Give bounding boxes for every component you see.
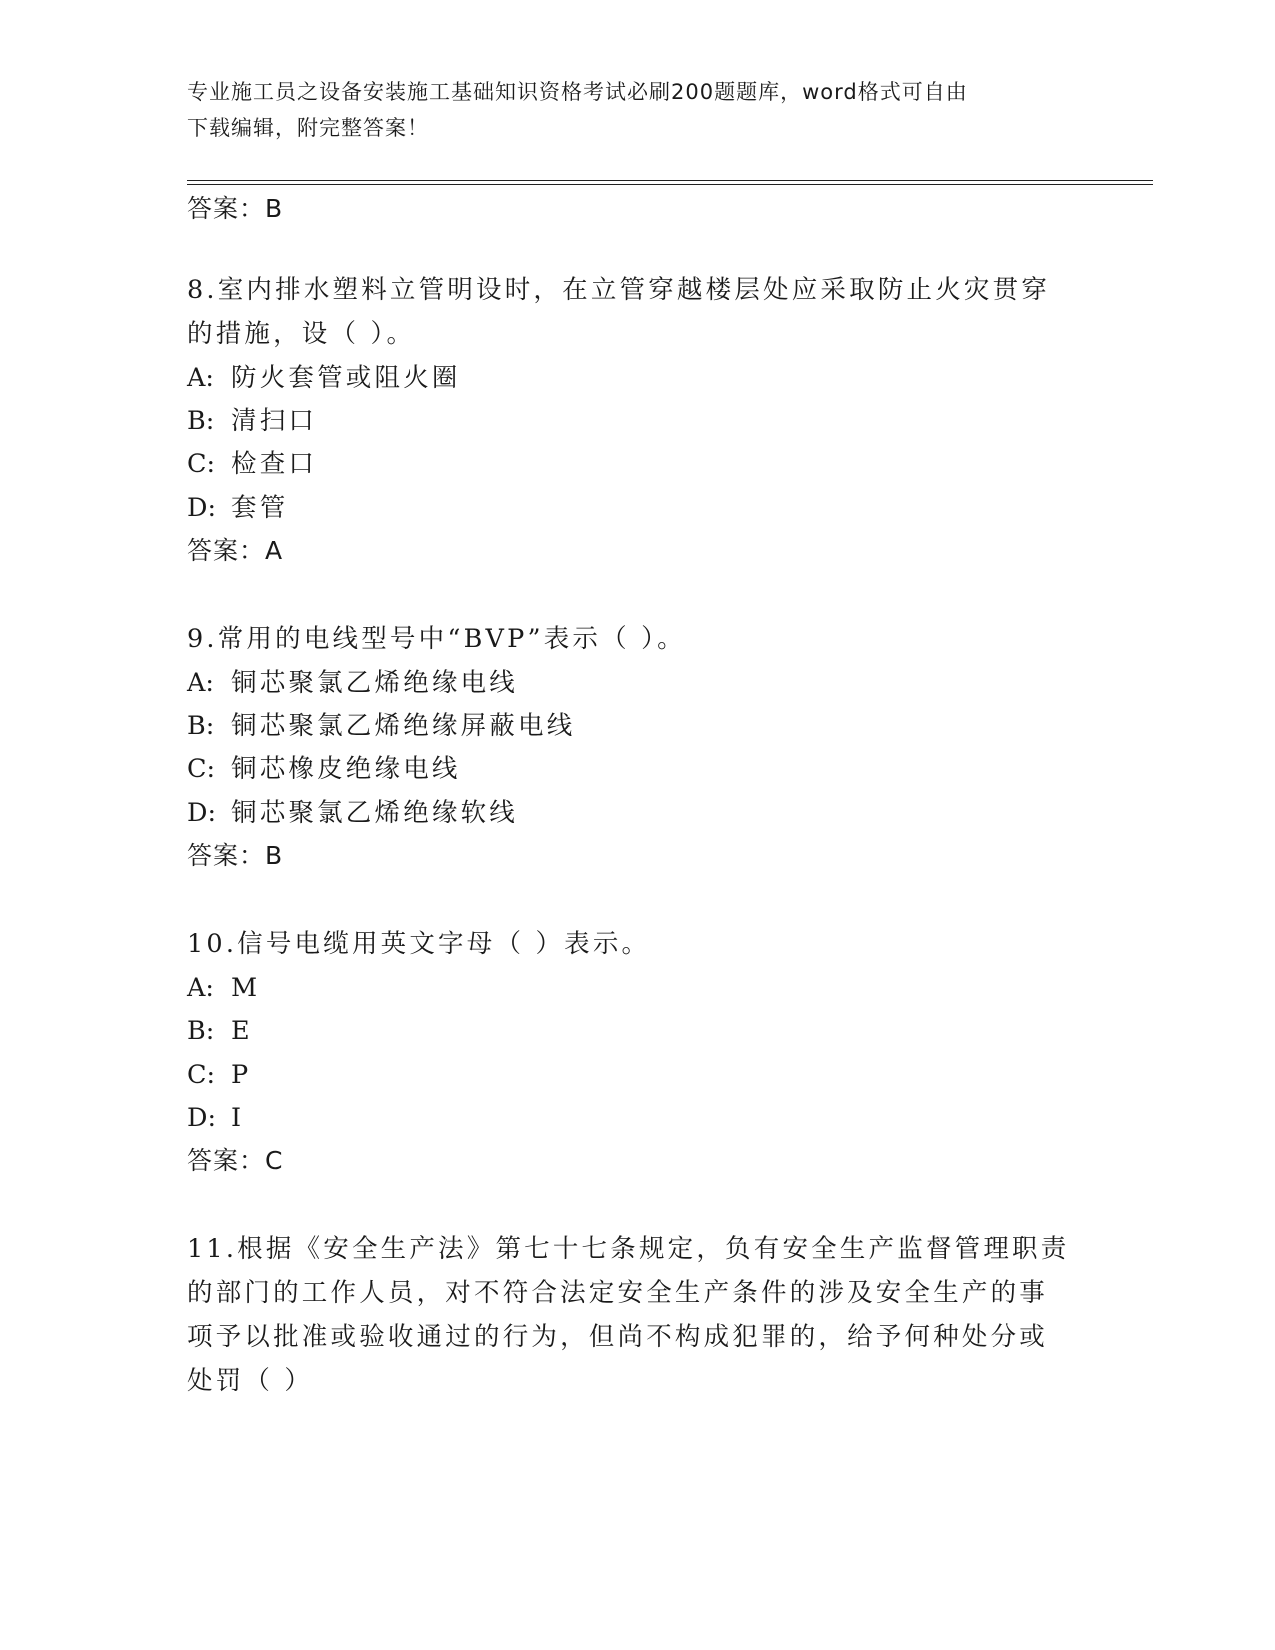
- document-header: [187, 74, 1067, 146]
- option-text: I: [231, 1103, 245, 1133]
- question-8-option-a: [187, 355, 461, 401]
- option-text: E: [231, 1016, 253, 1046]
- option-letter: C:: [187, 754, 216, 784]
- question-11-line-3: 项予以批准或验收通过的行为，但尚不构成犯罪的，给予何种处分或: [187, 1322, 1049, 1352]
- question-9-option-d: [187, 790, 518, 836]
- question-9-option-b: [187, 703, 575, 749]
- option-letter: A:: [187, 363, 215, 393]
- option-letter: A:: [187, 973, 215, 1003]
- option-text: 铜芯聚氯乙烯绝缘软线: [231, 798, 519, 828]
- option-letter: D:: [187, 798, 217, 828]
- question-10-answer: 答案：C: [187, 1146, 284, 1175]
- question-9-option-a: [187, 660, 518, 706]
- option-text: 铜芯聚氯乙烯绝缘屏蔽电线: [231, 711, 576, 741]
- option-letter: B:: [187, 711, 215, 741]
- option-letter: D:: [187, 1103, 217, 1133]
- question-8-option-d: [187, 485, 288, 531]
- option-text: M: [231, 973, 261, 1003]
- option-text: 套管: [231, 493, 289, 523]
- option-text: 检查口: [231, 449, 318, 479]
- header-divider-top: [187, 180, 1153, 181]
- question-8-line-2: 的措施，设（ ）。: [187, 319, 416, 349]
- question-10-line-1: 10.信号电缆用英文字母（ ）表示。: [187, 929, 651, 959]
- question-11-line-4: 处罚（ ）: [187, 1366, 314, 1396]
- option-letter: B:: [187, 406, 215, 436]
- question-10-option-d: [187, 1095, 244, 1141]
- question-8-option-b: [187, 398, 317, 444]
- question-8-option-c: [187, 441, 317, 487]
- question-9-line-1: 9.常用的电线型号中“BVP”表示（ ）。: [187, 624, 686, 654]
- option-text: 铜芯橡皮绝缘电线: [231, 754, 461, 784]
- header-title-line-1: 专业施工员之设备安装施工基础知识资格考试必刷200题题库，word格式可自由: [187, 80, 968, 104]
- question-8-answer: 答案：A: [187, 536, 284, 565]
- question-10-option-a: [187, 965, 260, 1011]
- question-11-line-2: 的部门的工作人员，对不符合法定安全生产条件的涉及安全生产的事: [187, 1278, 1049, 1308]
- option-text: P: [231, 1060, 252, 1090]
- header-divider-bottom: [187, 184, 1153, 185]
- option-letter: A:: [187, 668, 215, 698]
- question-9-answer: 答案：B: [187, 841, 284, 870]
- option-letter: C:: [187, 1060, 216, 1090]
- option-letter: D:: [187, 493, 217, 523]
- question-10-option-c: [187, 1052, 251, 1098]
- previous-answer: 答案：B: [187, 194, 284, 223]
- question-9-option-c: [187, 746, 461, 792]
- option-text: 铜芯聚氯乙烯绝缘电线: [231, 668, 519, 698]
- option-text: 清扫口: [231, 406, 318, 436]
- option-text: 防火套管或阻火圈: [231, 363, 461, 393]
- option-letter: B:: [187, 1016, 215, 1046]
- option-letter: C:: [187, 449, 216, 479]
- question-10-option-b: [187, 1008, 253, 1054]
- question-11-line-1: 11.根据《安全生产法》第七十七条规定，负有安全生产监督管理职责: [187, 1234, 1070, 1264]
- header-title-line-2: 下载编辑，附完整答案！: [187, 116, 429, 140]
- question-8-line-1: 8.室内排水塑料立管明设时，在立管穿越楼层处应采取防止火灾贯穿: [187, 275, 1051, 305]
